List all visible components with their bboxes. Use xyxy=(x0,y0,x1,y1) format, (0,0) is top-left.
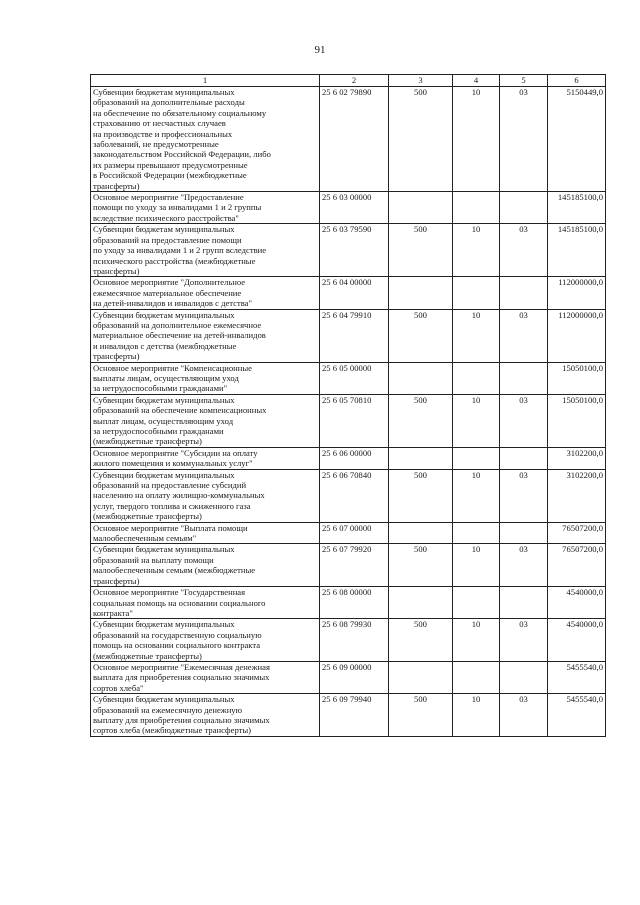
row-section-cell: 10 xyxy=(453,394,500,447)
row-section-cell xyxy=(453,192,500,224)
table-row xyxy=(91,394,606,447)
row-name-cell: Основное мероприятие "Дополнительное ежемесячное материальное обеспечение на детей-инвалидов и инвалидов с детства" xyxy=(91,277,320,309)
header-row xyxy=(91,75,606,87)
row-expense-type-cell: 500 xyxy=(389,224,453,277)
row-name-cell: Субвенции бюджетам муниципальных образований на выплату помощи малообеспеченным семьям (межбюджетные трансферты) xyxy=(91,544,320,587)
row-section-cell xyxy=(453,277,500,309)
row-section-cell xyxy=(453,522,500,544)
table-row xyxy=(91,277,606,309)
row-code-cell: 25 6 07 00000 xyxy=(320,522,389,544)
row-name-cell: Основное мероприятие "Государственная социальная помощь на основании социального контракта" xyxy=(91,587,320,619)
column-header-2: 2 xyxy=(320,75,389,87)
row-expense-type-cell: 500 xyxy=(389,87,453,192)
table-row xyxy=(91,694,606,737)
row-name-cell: Основное мероприятие "Компенсационные выплаты лицам, осуществляющим уход за нетрудоспособными гражданами" xyxy=(91,362,320,394)
row-section-cell: 10 xyxy=(453,309,500,362)
column-header-3: 3 xyxy=(389,75,453,87)
row-amount-cell: 4540000,0 xyxy=(548,619,606,662)
row-amount-cell: 145185100,0 xyxy=(548,192,606,224)
row-code-cell: 25 6 02 79890 xyxy=(320,87,389,192)
row-subsection-cell: 03 xyxy=(500,469,548,522)
row-name-cell: Субвенции бюджетам муниципальных образований на дополнительные расходы на обеспечение по обязательному социальному страхованию от несчастных случаев на производстве и профессиональных заболеваний, не предусмотренные законодательством Российской Федерации, либо их размеры превышают предусмотренные в Российской Федерации (межбюджетные трансферты) xyxy=(91,87,320,192)
row-code-cell: 25 6 06 70840 xyxy=(320,469,389,522)
row-section-cell xyxy=(453,447,500,469)
column-header-6: 6 xyxy=(548,75,606,87)
row-section-cell: 10 xyxy=(453,544,500,587)
row-subsection-cell: 03 xyxy=(500,544,548,587)
row-name-cell: Субвенции бюджетам муниципальных образований на ежемесячную денежную выплату для приобретения социально значимых сортов хлеба (межбюджетные трансферты) xyxy=(91,694,320,737)
row-amount-cell: 4540000,0 xyxy=(548,587,606,619)
row-expense-type-cell xyxy=(389,587,453,619)
row-amount-cell: 3102200,0 xyxy=(548,469,606,522)
row-subsection-cell: 03 xyxy=(500,87,548,192)
row-code-cell: 25 6 05 00000 xyxy=(320,362,389,394)
row-amount-cell: 76507200,0 xyxy=(548,544,606,587)
row-amount-cell: 3102200,0 xyxy=(548,447,606,469)
table-row xyxy=(91,224,606,277)
row-expense-type-cell xyxy=(389,277,453,309)
table-row xyxy=(91,362,606,394)
row-name-cell: Субвенции бюджетам муниципальных образований на государственную социальную помощь на основании социального контракта (межбюджетные трансферты) xyxy=(91,619,320,662)
row-section-cell xyxy=(453,661,500,693)
row-code-cell: 25 6 05 70810 xyxy=(320,394,389,447)
budget-table xyxy=(90,74,606,737)
row-expense-type-cell: 500 xyxy=(389,309,453,362)
row-subsection-cell: 03 xyxy=(500,694,548,737)
column-header-1: 1 xyxy=(91,75,320,87)
row-code-cell: 25 6 04 00000 xyxy=(320,277,389,309)
table-row xyxy=(91,447,606,469)
row-subsection-cell xyxy=(500,522,548,544)
row-subsection-cell xyxy=(500,277,548,309)
row-subsection-cell xyxy=(500,362,548,394)
row-amount-cell: 5150449,0 xyxy=(548,87,606,192)
row-subsection-cell xyxy=(500,192,548,224)
row-subsection-cell: 03 xyxy=(500,224,548,277)
page-number: 91 xyxy=(314,44,326,56)
row-code-cell: 25 6 03 00000 xyxy=(320,192,389,224)
row-name-cell: Основное мероприятие "Выплата помощи малообеспеченным семьям" xyxy=(91,522,320,544)
row-name-cell: Основное мероприятие "Субсидии на оплату жилого помещения и коммунальных услуг" xyxy=(91,447,320,469)
row-expense-type-cell: 500 xyxy=(389,469,453,522)
row-amount-cell: 76507200,0 xyxy=(548,522,606,544)
row-amount-cell: 5455540,0 xyxy=(548,694,606,737)
row-expense-type-cell: 500 xyxy=(389,694,453,737)
row-amount-cell: 112000000,0 xyxy=(548,277,606,309)
row-amount-cell: 5455540,0 xyxy=(548,661,606,693)
row-amount-cell: 112000000,0 xyxy=(548,309,606,362)
row-subsection-cell xyxy=(500,447,548,469)
row-amount-cell: 15050100,0 xyxy=(548,394,606,447)
row-name-cell: Субвенции бюджетам муниципальных образований на дополнительное ежемесячное материальное обеспечение на детей-инвалидов и инвалидов с детства (межбюджетные трансферты) xyxy=(91,309,320,362)
row-section-cell: 10 xyxy=(453,87,500,192)
row-section-cell: 10 xyxy=(453,224,500,277)
column-header-4: 4 xyxy=(453,75,500,87)
row-expense-type-cell: 500 xyxy=(389,619,453,662)
row-code-cell: 25 6 07 79920 xyxy=(320,544,389,587)
table-row xyxy=(91,192,606,224)
row-expense-type-cell xyxy=(389,661,453,693)
row-section-cell xyxy=(453,362,500,394)
row-expense-type-cell xyxy=(389,447,453,469)
row-subsection-cell: 03 xyxy=(500,619,548,662)
column-header-5: 5 xyxy=(500,75,548,87)
row-subsection-cell xyxy=(500,661,548,693)
row-subsection-cell xyxy=(500,587,548,619)
row-subsection-cell: 03 xyxy=(500,394,548,447)
table-row xyxy=(91,544,606,587)
row-code-cell: 25 6 08 79930 xyxy=(320,619,389,662)
row-expense-type-cell xyxy=(389,362,453,394)
row-expense-type-cell: 500 xyxy=(389,394,453,447)
row-name-cell: Субвенции бюджетам муниципальных образований на обеспечение компенсационных выплат лицам, осуществляющим уход за нетрудоспособными гражданами (межбюджетные трансферты) xyxy=(91,394,320,447)
table-row xyxy=(91,522,606,544)
row-name-cell: Субвенции бюджетам муниципальных образований на предоставление субсидий населению на оплату жилищно-коммунальных услуг, твердого топлива и сжиженного газа (межбюджетные трансферты) xyxy=(91,469,320,522)
row-name-cell: Субвенции бюджетам муниципальных образований на предоставление помощи по уходу за инвалидами 1 и 2 групп вследствие психического расстройства (межбюджетные трансферты) xyxy=(91,224,320,277)
row-section-cell: 10 xyxy=(453,619,500,662)
row-code-cell: 25 6 09 79940 xyxy=(320,694,389,737)
table-row xyxy=(91,587,606,619)
row-amount-cell: 15050100,0 xyxy=(548,362,606,394)
row-code-cell: 25 6 08 00000 xyxy=(320,587,389,619)
table-row xyxy=(91,469,606,522)
row-code-cell: 25 6 09 00000 xyxy=(320,661,389,693)
row-amount-cell: 145185100,0 xyxy=(548,224,606,277)
row-code-cell: 25 6 06 00000 xyxy=(320,447,389,469)
row-code-cell: 25 6 03 79590 xyxy=(320,224,389,277)
table-row xyxy=(91,619,606,662)
row-subsection-cell: 03 xyxy=(500,309,548,362)
row-name-cell: Основное мероприятие "Ежемесячная денежная выплата для приобретения социально значимых сортов хлеба" xyxy=(91,661,320,693)
row-expense-type-cell xyxy=(389,192,453,224)
table-row xyxy=(91,309,606,362)
table-row xyxy=(91,661,606,693)
row-expense-type-cell xyxy=(389,522,453,544)
row-name-cell: Основное мероприятие "Предоставление помощи по уходу за инвалидами 1 и 2 группы вследствие психического расстройства" xyxy=(91,192,320,224)
row-section-cell xyxy=(453,587,500,619)
row-code-cell: 25 6 04 79910 xyxy=(320,309,389,362)
row-section-cell: 10 xyxy=(453,469,500,522)
row-expense-type-cell: 500 xyxy=(389,544,453,587)
table-row xyxy=(91,87,606,192)
row-section-cell: 10 xyxy=(453,694,500,737)
